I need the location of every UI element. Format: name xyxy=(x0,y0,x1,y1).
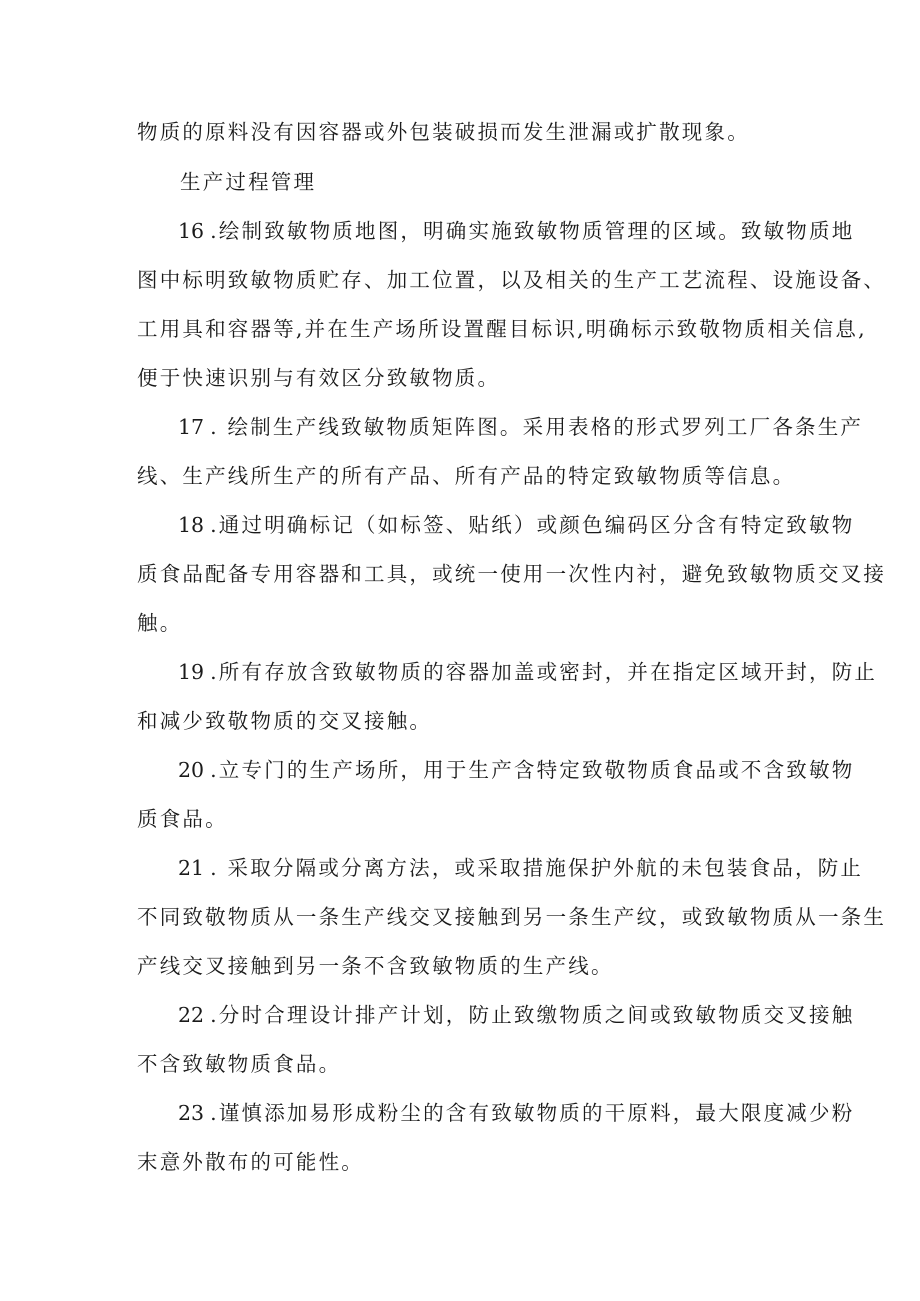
item-20-line-1: 20 .立专门的生产场所，用于生产含特定致敬物质食品或不含致敏物 xyxy=(178,758,855,782)
section-heading: 生产过程管理 xyxy=(180,170,317,194)
text-line: 末意外散布的可能性。 xyxy=(137,1150,364,1174)
item-number: 16 xyxy=(178,219,205,243)
item-number: 18 xyxy=(178,513,205,537)
item-18-line-1: 18 .通过明确标记（如标签、贴纸）或颜色编码区分含有特定致敏物 xyxy=(178,513,855,537)
text-line: 产线交叉接触到另一条不含致敏物质的生产线。 xyxy=(137,954,614,978)
item-16-line-1: 16 .绘制致敏物质地图，明确实施致敏物质管理的区域。致敏物质地 xyxy=(178,219,855,243)
item-19-line-1: 19 .所有存放含致敏物质的容器加盖或密封，并在指定区域开封，防止 xyxy=(178,660,878,684)
item-17-line-1: 17 . 绘制生产线致敏物质矩阵图。采用表格的形式罗列工厂各条生产 xyxy=(178,415,864,439)
text-line: 不同致敬物质从一条生产线交叉接触到另一条生产纹，或致敏物质从一条生 xyxy=(137,905,887,929)
item-number: 21 xyxy=(178,856,205,880)
text-line: 质食品配备专用容器和工具，或统一使用一次性内衬，避免致敏物质交叉接 xyxy=(137,562,887,586)
item-21-line-1: 21 . 采取分隔或分离方法，或采取措施保护外航的未包装食品，防止 xyxy=(178,856,864,880)
text-line: 工用具和容器等,并在生产场所设置醒目标识,明确标示致敬物质相关信息, xyxy=(137,317,867,341)
text-line: 触。 xyxy=(137,611,183,635)
item-number: 23 xyxy=(178,1101,205,1125)
item-number: 17 xyxy=(178,415,205,439)
text-line: 物质的原料没有因容器或外包装破损而发生泄漏或扩散现象。 xyxy=(137,120,750,144)
text-line: 不含致敏物质食品。 xyxy=(137,1052,342,1076)
item-number: 19 xyxy=(178,660,205,684)
text-line: 便于快速识别与有效区分致敏物质。 xyxy=(137,366,501,390)
item-23-line-1: 23 .谨慎添加易形成粉尘的含有致敏物质的干原料，最大限度减少粉 xyxy=(178,1101,855,1125)
item-number: 22 xyxy=(178,1003,205,1027)
item-number: 20 xyxy=(178,758,205,782)
text-line: 图中标明致敏物质贮存、加工位置，以及相关的生产工艺流程、设施设备、 xyxy=(137,268,887,292)
text-line: 质食品。 xyxy=(137,807,228,831)
text-line: 和减少致敬物质的交叉接触。 xyxy=(137,709,433,733)
text-line: 线、生产线所生产的所有产品、所有产品的特定致敏物质等信息。 xyxy=(137,464,796,488)
item-22-line-1: 22 .分时合理设计排产计划，防止致缴物质之间或致敏物质交叉接触 xyxy=(178,1003,855,1027)
